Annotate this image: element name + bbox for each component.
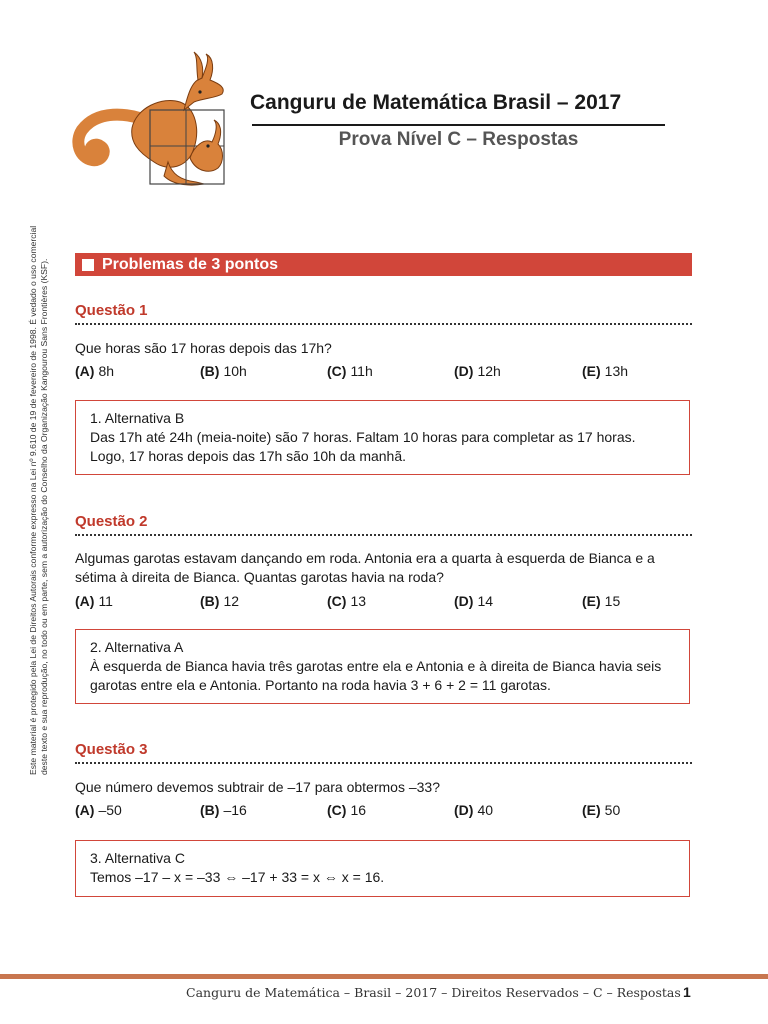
option-e bbox=[582, 593, 620, 609]
option-a bbox=[75, 363, 114, 379]
section-label: Problemas de 3 pontos bbox=[102, 255, 279, 273]
option-value: 12h bbox=[477, 363, 501, 379]
option-letter: (A) bbox=[75, 802, 95, 818]
option-b bbox=[200, 593, 239, 609]
question-title: Questão 3 bbox=[75, 741, 148, 758]
title-divider bbox=[252, 124, 665, 126]
options-row bbox=[75, 363, 695, 383]
option-letter: (D) bbox=[454, 363, 474, 379]
option-value: 15 bbox=[604, 593, 621, 609]
answer-box bbox=[75, 840, 690, 897]
option-value: 13h bbox=[604, 363, 629, 379]
footer-text: Canguru de Matemática – Brasil – 2017 – Direitos Reservados – C – Respostas bbox=[186, 985, 681, 1000]
page-subtitle: Prova Nível C – Respostas bbox=[338, 129, 579, 150]
options-row bbox=[75, 593, 695, 613]
dotted-divider bbox=[75, 762, 692, 764]
option-letter: (B) bbox=[200, 802, 220, 818]
question-title: Questão 1 bbox=[75, 302, 148, 319]
question-text: Algumas garotas estavam dançando em roda. Antonia era a quarta à esquerda de Bianca e a sétima à direita de Bianca. Quantas garotas havia na roda? bbox=[75, 550, 655, 585]
copyright-line-2: deste texto e sua reprodução, no todo ou em parte, sem a autorização do Conselho da Organização Kangourou Sans Frontières (KSF). bbox=[39, 258, 49, 775]
option-letter: (D) bbox=[454, 593, 474, 609]
option-d bbox=[454, 593, 493, 609]
answer-line: Logo, 17 horas depois das 17h são 10h da manhã. bbox=[90, 448, 407, 464]
question-text: Que número devemos subtrair de –17 para obtermos –33? bbox=[75, 779, 440, 795]
option-e bbox=[582, 363, 628, 379]
option-value: 16 bbox=[350, 802, 367, 818]
option-letter: (D) bbox=[454, 802, 474, 818]
square-bullet-icon bbox=[82, 259, 94, 271]
option-d bbox=[454, 802, 493, 818]
copyright-line-1: Este material é protegido pela Lei de Direitos Autorais conforme expresso na Lei nº 9.610 de 19 de fevereiro de 1998. É vedado o uso comercial bbox=[28, 225, 38, 775]
option-letter: (A) bbox=[75, 593, 95, 609]
answer-line: Temos –17 – x = –33 ⇔ –17 + 33 = x ⇔ x = 16. bbox=[90, 869, 385, 885]
option-c bbox=[327, 363, 373, 379]
option-value: –50 bbox=[98, 802, 122, 818]
option-d bbox=[454, 363, 501, 379]
option-value: 12 bbox=[223, 593, 240, 609]
option-letter: (B) bbox=[200, 593, 220, 609]
page-number: 1 bbox=[683, 984, 691, 1000]
option-value: 10h bbox=[223, 363, 247, 379]
answer-line: Das 17h até 24h (meia-noite) são 7 horas. Faltam 10 horas para completar as 17 horas. bbox=[90, 429, 636, 445]
option-c bbox=[327, 802, 366, 818]
answer-heading: 3. Alternativa C bbox=[90, 850, 185, 866]
option-letter: (A) bbox=[75, 363, 95, 379]
option-value: 14 bbox=[477, 593, 494, 609]
answer-line: À esquerda de Bianca havia três garotas entre ela e Antonia e à direita de Bianca havia seis bbox=[90, 658, 662, 674]
question-title: Questão 2 bbox=[75, 513, 148, 530]
option-letter: (E) bbox=[582, 363, 601, 379]
option-letter: (E) bbox=[582, 593, 601, 609]
option-value: 11 bbox=[98, 593, 113, 609]
option-value: 40 bbox=[477, 802, 494, 818]
option-letter: (C) bbox=[327, 802, 347, 818]
option-a bbox=[75, 593, 113, 609]
kangaroo-logo-icon bbox=[72, 50, 232, 190]
answer-heading: 2. Alternativa A bbox=[90, 639, 184, 655]
option-a bbox=[75, 802, 122, 818]
answer-heading: 1. Alternativa B bbox=[90, 410, 185, 426]
option-value: 50 bbox=[604, 802, 621, 818]
option-letter: (B) bbox=[200, 363, 220, 379]
answer-box bbox=[75, 629, 690, 704]
options-row bbox=[75, 802, 695, 822]
section-header bbox=[75, 253, 692, 276]
footer-rule bbox=[0, 974, 768, 979]
option-value: –16 bbox=[223, 802, 247, 818]
option-b bbox=[200, 802, 247, 818]
page-title: Canguru de Matemática Brasil – 2017 bbox=[250, 91, 622, 114]
option-value: 13 bbox=[350, 593, 367, 609]
option-value: 11h bbox=[350, 363, 373, 379]
option-letter: (C) bbox=[327, 593, 347, 609]
option-letter: (C) bbox=[327, 363, 347, 379]
dotted-divider bbox=[75, 323, 692, 325]
option-value: 8h bbox=[98, 363, 115, 379]
answer-box bbox=[75, 400, 690, 475]
option-letter: (E) bbox=[582, 802, 601, 818]
option-c bbox=[327, 593, 366, 609]
copyright-note bbox=[28, 225, 50, 775]
question-text: Que horas são 17 horas depois das 17h? bbox=[75, 340, 332, 356]
option-e bbox=[582, 802, 620, 818]
answer-line: garotas entre ela e Antonia. Portanto na roda havia 3 + 6 + 2 = 11 garotas. bbox=[90, 677, 551, 693]
option-b bbox=[200, 363, 247, 379]
dotted-divider bbox=[75, 534, 692, 536]
